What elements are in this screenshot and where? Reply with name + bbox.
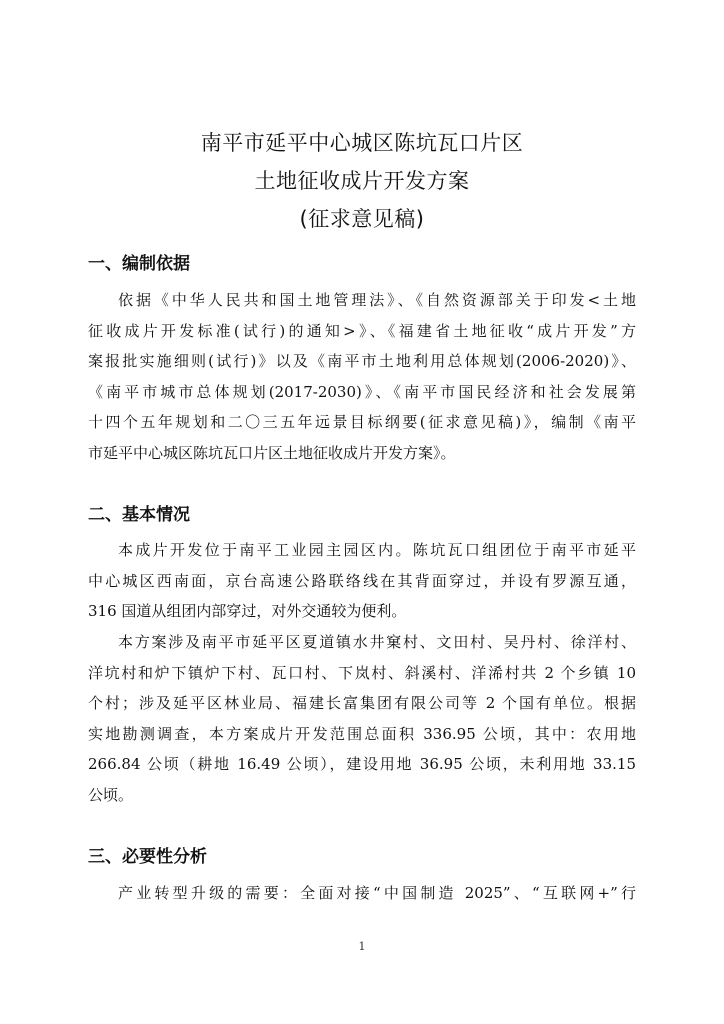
section-heading-necessity: 三、必要性分析 bbox=[88, 847, 207, 867]
section-paragraph-scope bbox=[88, 627, 636, 810]
section-heading-basic-info: 二、基本情况 bbox=[88, 505, 190, 525]
section-paragraph-necessity bbox=[88, 878, 636, 909]
title-line-3: (征求意见稿) bbox=[299, 207, 425, 231]
title-line-2: 土地征收成片开发方案 bbox=[254, 169, 470, 193]
paragraph-line: 依据《中华人民共和国土地管理法》、《自然资源部关于印发<土地 bbox=[118, 291, 636, 309]
paragraph-line: 266.84 公顷（耕地 16.49 公顷），建设用地 36.95 公顷，未利用地 33.15 bbox=[88, 755, 636, 773]
page-number: 1 bbox=[358, 940, 366, 953]
paragraph-line: 《南平市城市总体规划(2017-2030)》、《南平市国民经济和社会发展第 bbox=[88, 382, 636, 401]
section-paragraph-basis bbox=[88, 285, 636, 468]
paragraph-line: 洋坑村和炉下镇炉下村、瓦口村、下岚村、斜溪村、洋浠村共 2 个乡镇 10 bbox=[88, 663, 636, 682]
paragraph-line: 征收成片开发标准(试行)的通知>》、《福建省土地征收“成片开发”方 bbox=[88, 321, 636, 340]
paragraph-line: 市延平中心城区陈坑瓦口片区土地征收成片开发方案》。 bbox=[88, 443, 456, 462]
title-line-1: 南平市延平中心城区陈坑瓦口片区 bbox=[200, 131, 524, 155]
paragraph-line: 个村；涉及延平区林业局、福建长富集团有限公司等 2 个国有单位。根据 bbox=[88, 694, 636, 712]
paragraph-line: 中心城区西南面，京台高速公路联络线在其背面穿过，并设有罗源互通， bbox=[88, 571, 636, 590]
paragraph-line: 案报批实施细则(试行)》以及《南平市土地利用总体规划(2006-2020)》、 bbox=[88, 352, 636, 370]
paragraph-line: 十四个五年规划和二〇三五年远景目标纲要(征求意见稿)》，编制《南平 bbox=[88, 413, 636, 431]
document-title bbox=[0, 124, 724, 238]
section-paragraph-location bbox=[88, 535, 636, 627]
paragraph-line: 实地勘测调查，本方案成片开发范围总面积 336.95 公顷，其中：农用地 bbox=[88, 724, 636, 743]
paragraph-line: 本方案涉及南平市延平区夏道镇水井窠村、文田村、吴丹村、徐洋村、 bbox=[118, 633, 636, 651]
paragraph-line: 316 国道从组团内部穿过，对外交通较为便利。 bbox=[88, 602, 407, 620]
paragraph-line: 本成片开发位于南平工业园主园区内。陈坑瓦口组团位于南平市延平 bbox=[118, 541, 636, 559]
paragraph-line: 产业转型升级的需要：全面对接“中国制造 2025”、“互联网+”行 bbox=[118, 884, 636, 902]
paragraph-line: 公顷。 bbox=[88, 785, 134, 804]
section-heading-basis: 一、编制依据 bbox=[88, 254, 190, 274]
